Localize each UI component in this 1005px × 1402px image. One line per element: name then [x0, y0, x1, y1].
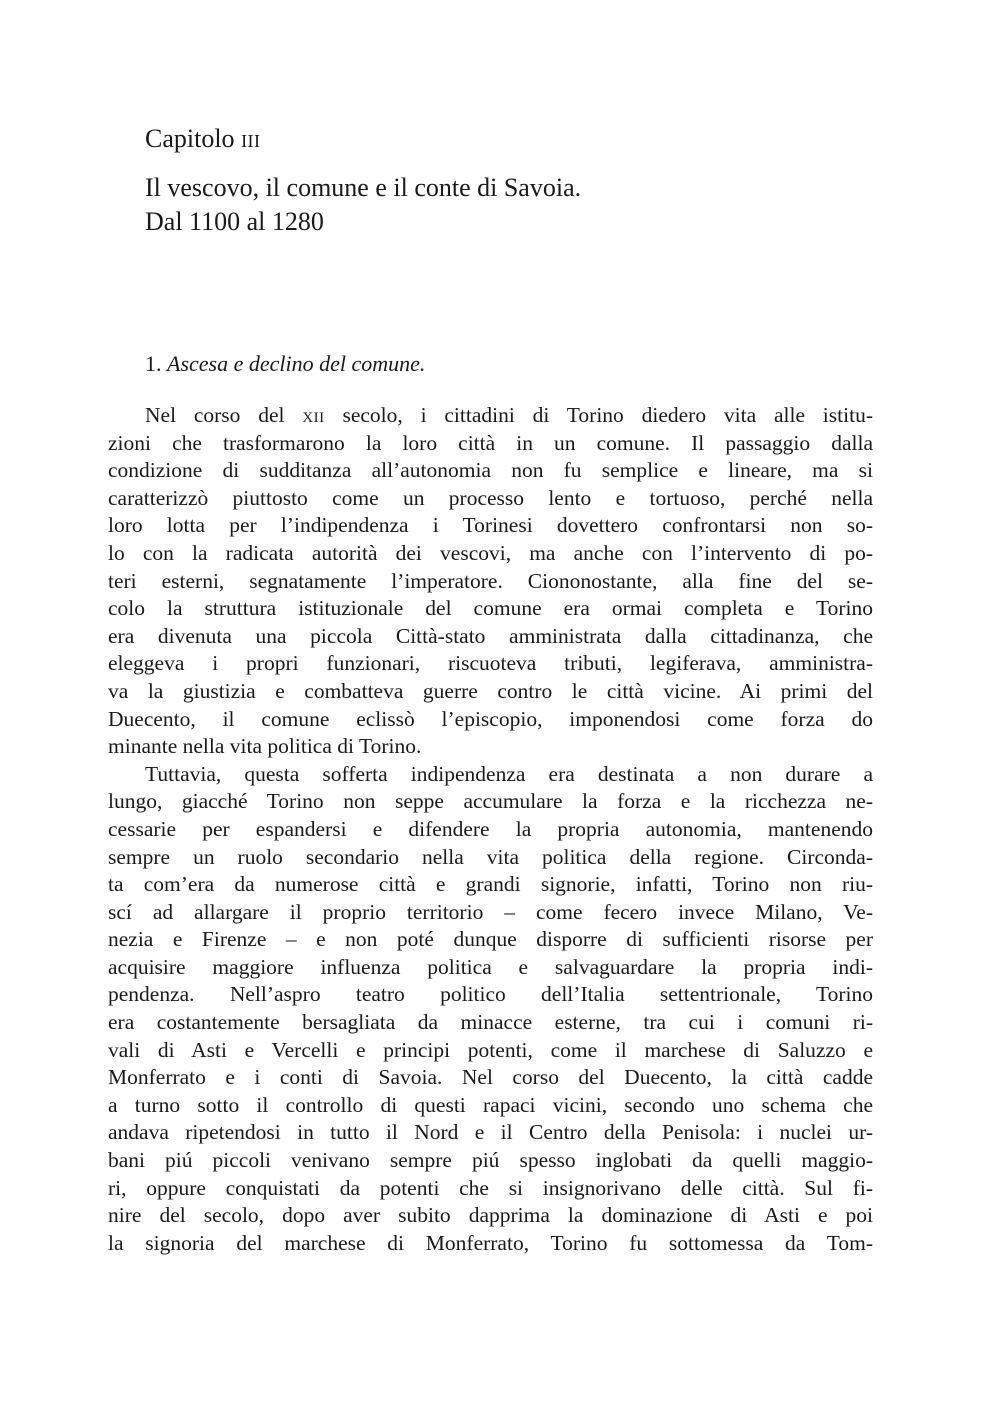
text-line: loro lotta per l’indipendenza i Torinesi dovettero confrontarsi non so- [108, 513, 873, 538]
section-title: Ascesa e declino del comune. [167, 351, 426, 376]
text-line: andava ripetendosi in tutto il Nord e il Centro della Penisola: i nuclei ur- [108, 1120, 873, 1145]
chapter-numeral: iii [241, 124, 261, 153]
chapter-label-word: Capitolo [145, 124, 235, 153]
text-line: lungo, giacché Torino non seppe accumulare la forza e la ricchezza ne- [108, 789, 873, 814]
text-line: cessarie per espandersi e difendere la propria autonomia, mantenendo [108, 816, 873, 841]
text-line: era divenuta una piccola Città-stato amministrata dalla cittadinanza, che [108, 623, 873, 648]
chapter-title-line: Dal 1100 al 1280 [145, 207, 324, 236]
section-number: 1. [145, 351, 162, 376]
text-line: nire del secolo, dopo aver subito dapprima la dominazione di Asti e poi [108, 1203, 873, 1228]
text-line: ta com’era da numerose città e grandi signorie, infatti, Torino non riu- [108, 872, 873, 897]
text-line: teri esterni, segnatamente l’imperatore. Ciononostante, alla fine del se- [108, 568, 873, 593]
text-line: nezia e Firenze – e non poté dunque disporre di sufficienti risorse per [108, 927, 873, 952]
text-line: acquisire maggiore influenza politica e salvaguardare la propria indi- [108, 954, 873, 979]
text-line: zioni che trasformarono la loro città in un comune. Il passaggio dalla [108, 430, 873, 455]
section-heading [145, 350, 425, 378]
text-line: Nel corso del xii secolo, i cittadini di Torino diedero vita alle istitu- [145, 403, 873, 427]
text-line: sempre un ruolo secondario nella vita politica della regione. Circonda- [108, 844, 873, 869]
text-line: colo la struttura istituzionale del comune era ormai completa e Torino [108, 596, 873, 621]
text-line: scí ad allargare il proprio territorio – come fecero invece Milano, Ve- [108, 899, 873, 924]
text-line: lo con la radicata autorità dei vescovi, ma anche con l’intervento di po- [108, 540, 873, 565]
roman-numeral: xii [302, 403, 325, 427]
text-line: condizione di sudditanza all’autonomia non fu semplice e lineare, ma si [108, 458, 873, 483]
text-line: va la giustizia e combatteva guerre contro le città vicine. Ai primi del [108, 678, 873, 703]
text-line: minante nella vita politica di Torino. [108, 734, 422, 759]
text-line: Duecento, il comune eclissò l’episcopio, imponendosi come forza do [108, 706, 873, 731]
body-text [108, 402, 873, 1257]
text-line-rest: secolo, i cittadini di Torino diedero vita alle istitu- [324, 403, 873, 427]
chapter-title [145, 171, 581, 239]
text-line: la signoria del marchese di Monferrato, Torino fu sottomessa da Tom- [108, 1230, 873, 1255]
text-line: caratterizzò piuttosto come un processo lento e tortuoso, perché nella [108, 485, 873, 510]
chapter-title-line: Il vescovo, il comune e il conte di Savoia. [145, 173, 582, 202]
text-line: Monferrato e i conti di Savoia. Nel corso del Duecento, la città cadde [108, 1065, 873, 1090]
text-line: era costantemente bersagliata da minacce esterne, tra cui i comuni ri- [108, 1010, 873, 1035]
text-line: ri, oppure conquistati da potenti che si insignorivano delle città. Sul fi- [108, 1175, 873, 1200]
text-line: Tuttavia, questa sofferta indipendenza era destinata a non durare a [145, 761, 873, 786]
text-line: pendenza. Nell’aspro teatro politico dell’Italia settentrionale, Torino [108, 982, 873, 1007]
text-line: vali di Asti e Vercelli e principi potenti, come il marchese di Saluzzo e [108, 1037, 873, 1062]
text-line: eleggeva i propri funzionari, riscuoteva tributi, legiferava, amministra- [108, 651, 873, 676]
text-line: bani piú piccoli venivano sempre piú spesso inglobati da quelli maggio- [108, 1148, 873, 1173]
chapter-label [145, 122, 261, 156]
text-line: a turno sotto il controllo di questi rapaci vicini, secondo uno schema che [108, 1092, 873, 1117]
